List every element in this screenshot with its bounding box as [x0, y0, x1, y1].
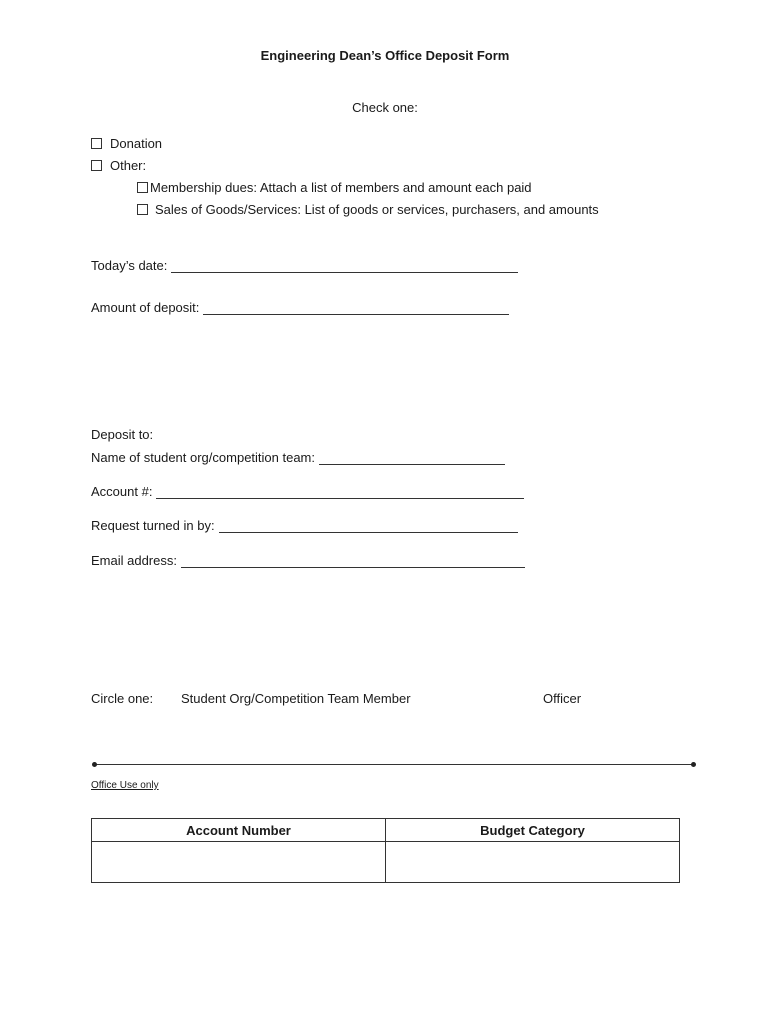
option-sales-label: Sales of Goods/Services: List of goods or services, purchasers, and amounts: [155, 202, 599, 217]
check-one-label: Check one:: [352, 100, 418, 115]
option-other[interactable]: [91, 158, 146, 173]
option-sales[interactable]: [137, 202, 599, 217]
divider-end-dot: [691, 762, 696, 767]
circle-one-label: Circle one:: [91, 691, 154, 706]
account-number-cell[interactable]: [92, 842, 386, 883]
account-number-label: Account #:: [91, 484, 153, 499]
email-field: [91, 553, 525, 568]
option-membership[interactable]: [137, 180, 532, 195]
office-use-table: [91, 818, 680, 883]
account-number-line[interactable]: [156, 484, 524, 499]
checkbox-icon[interactable]: [91, 160, 102, 171]
todays-date-line[interactable]: [171, 258, 518, 273]
todays-date-label: Today’s date:: [91, 258, 168, 273]
request-by-line[interactable]: [219, 518, 518, 533]
circle-option-officer[interactable]: Officer: [543, 691, 582, 706]
divider-line: [94, 764, 694, 765]
amount-field: [91, 300, 509, 315]
column-header-budget-category: Budget Category: [386, 819, 680, 842]
office-table-header-row: [92, 819, 680, 842]
org-name-field: [91, 450, 505, 465]
divider-start-dot: [92, 762, 97, 767]
checkbox-icon[interactable]: [137, 204, 148, 215]
budget-category-cell[interactable]: [386, 842, 680, 883]
request-by-field: [91, 518, 518, 533]
option-donation-label: Donation: [110, 136, 163, 151]
checkbox-icon[interactable]: [137, 182, 148, 193]
checkbox-icon[interactable]: [91, 138, 102, 149]
office-use-label: Office Use only: [91, 780, 159, 791]
deposit-to-label: Deposit to:: [91, 427, 154, 442]
option-other-label: Other:: [110, 158, 147, 173]
email-label: Email address:: [91, 553, 177, 568]
request-by-label: Request turned in by:: [91, 518, 215, 533]
form-title: Engineering Dean’s Office Deposit Form: [260, 48, 510, 63]
org-name-label: Name of student org/competition team:: [91, 450, 316, 465]
office-table-row: [92, 842, 680, 883]
option-donation[interactable]: [91, 136, 162, 151]
circle-option-member[interactable]: Student Org/Competition Team Member: [181, 691, 411, 706]
account-number-field: [91, 484, 524, 499]
amount-label: Amount of deposit:: [91, 300, 200, 315]
option-membership-label: Membership dues: Attach a list of members and amount each paid: [150, 180, 532, 195]
todays-date-field: [91, 258, 518, 273]
amount-line[interactable]: [203, 300, 509, 315]
email-line[interactable]: [181, 553, 525, 568]
org-name-line[interactable]: [319, 450, 505, 465]
column-header-account-number: Account Number: [92, 819, 386, 842]
